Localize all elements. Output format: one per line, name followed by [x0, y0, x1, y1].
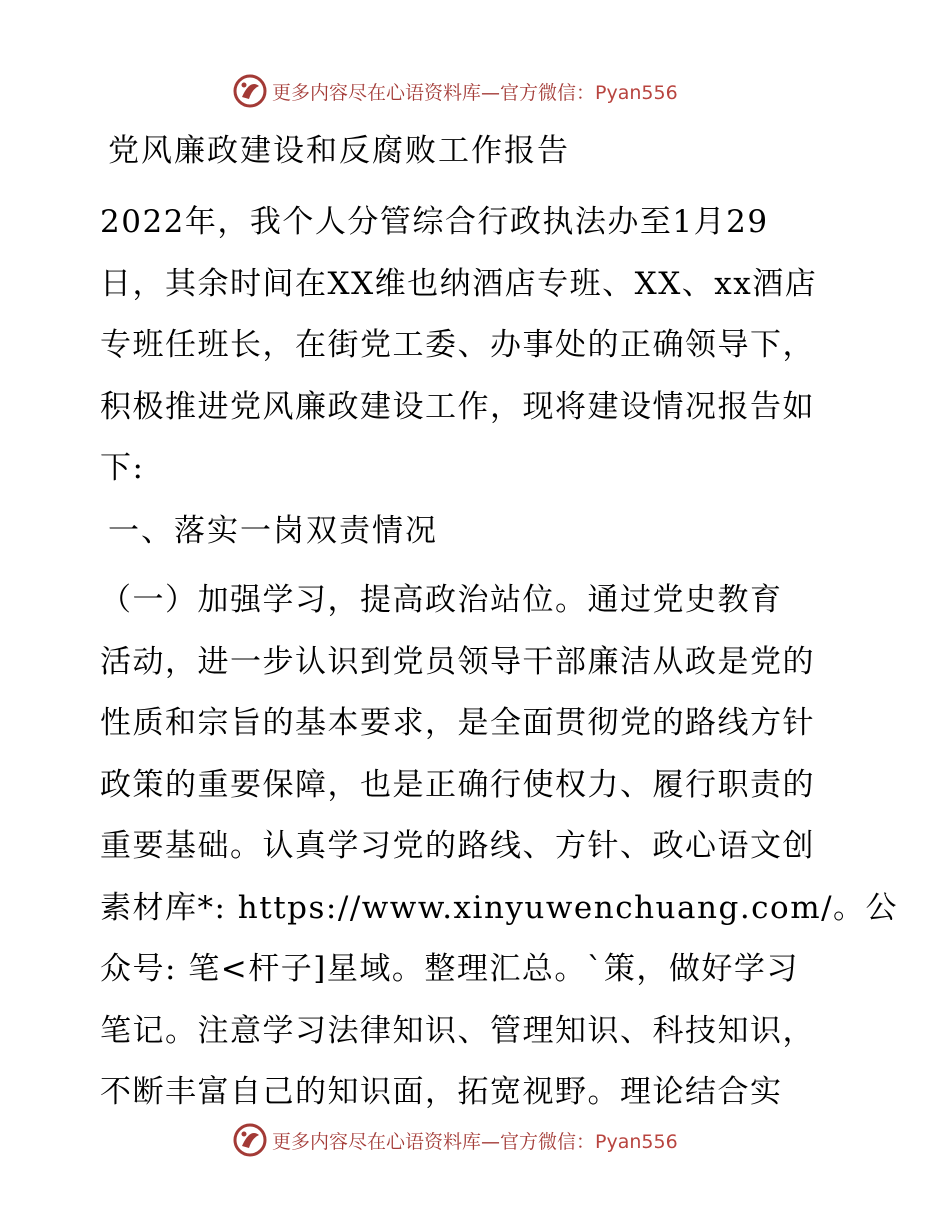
watermark-footer	[232, 1120, 752, 1160]
section-heading: 一、落实一岗双责情况	[108, 513, 438, 549]
seal-logo-icon	[232, 73, 268, 109]
text-line: 素材库*: https://www.xinyuwenchuang.com/。公	[100, 889, 899, 926]
watermark-text: 更多内容尽在心语资料库—官方微信：Pyan556	[272, 1130, 678, 1153]
document-title: 党风廉政建设和反腐败工作报告	[108, 133, 570, 169]
watermark-header	[232, 71, 752, 111]
watermark-wechat-id: Pyan556	[595, 81, 678, 104]
text-line: 活动，进一步认识到党员领导干部廉洁从政是党的	[100, 643, 815, 680]
text-line: 下:	[100, 450, 145, 486]
text-line: （一）加强学习，提高政治站位。通过党史教育	[100, 582, 783, 618]
text-line: 政策的重要保障，也是正确行使权力、履行职责的	[100, 766, 815, 803]
text-line: 笔记。注意学习法律知识、管理知识、科技知识，	[100, 1012, 815, 1049]
text-line: 性质和宗旨的基本要求，是全面贯彻党的路线方针	[100, 705, 815, 741]
seal-logo-icon	[232, 1122, 268, 1158]
watermark-text: 更多内容尽在心语资料库—官方微信：Pyan556	[272, 81, 678, 104]
body-paragraph	[100, 570, 899, 1124]
text-line: 重要基础。认真学习党的路线、方针、政心语文创	[100, 828, 815, 864]
text-line: 积极推进党风廉政建设工作，现将建设情况报告如	[100, 388, 815, 425]
text-line: 众号: 笔<杆子]星域。整理汇总。`策，做好学习	[100, 951, 799, 987]
text-line: 2022年，我个人分管综合行政执法办至1月29	[100, 204, 769, 240]
intro-paragraph	[100, 192, 860, 500]
text-line: 日，其余时间在XX维也纳酒店专班、XX、xx酒店	[100, 265, 818, 302]
text-line: 专班任班长，在街党工委、办事处的正确领导下，	[100, 327, 815, 363]
watermark-wechat-id: Pyan556	[595, 1130, 678, 1153]
text-line: 不断丰富自己的知识面，拓宽视野。理论结合实	[100, 1074, 783, 1110]
